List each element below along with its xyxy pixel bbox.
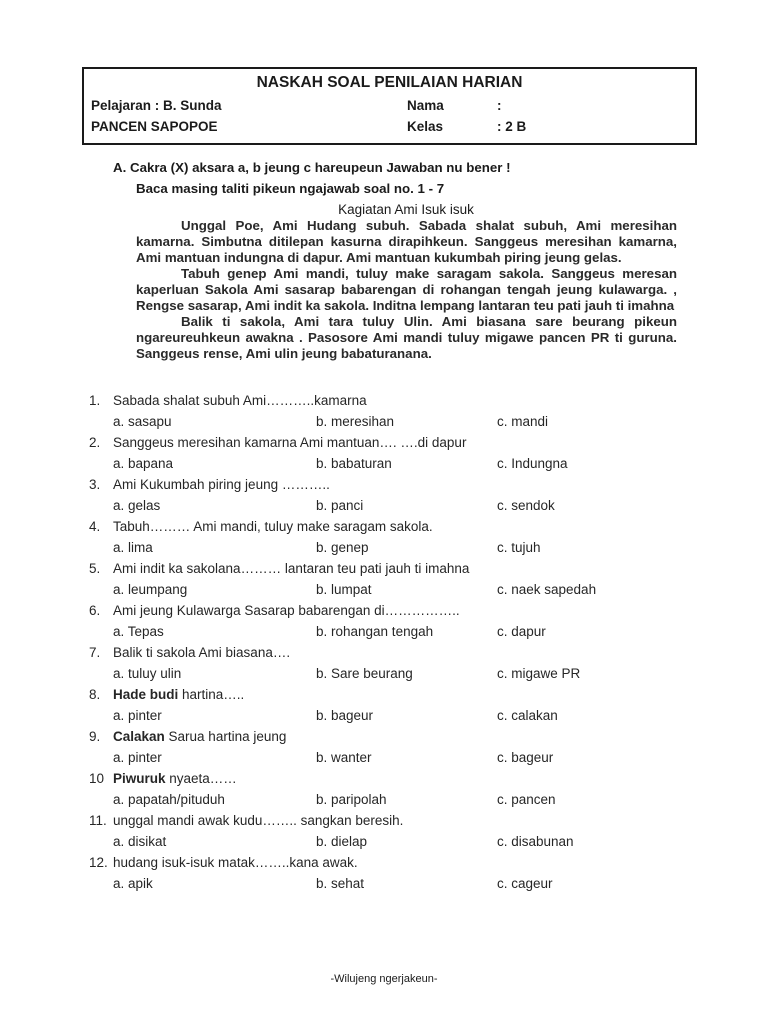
question-text	[113, 729, 286, 744]
option-a[interactable]: a. leumpang	[113, 582, 188, 597]
question-11	[0, 813, 768, 855]
option-c[interactable]: c. dapur	[497, 624, 546, 639]
option-b[interactable]: b. dielap	[316, 834, 368, 849]
option-b[interactable]: b. sehat	[316, 876, 365, 891]
question-stem: Sarua hartina jeung	[164, 729, 287, 744]
question-number: 6.	[89, 603, 101, 618]
question-number: 9.	[89, 729, 101, 744]
option-a[interactable]: a. pinter	[113, 708, 162, 723]
question-number: 8.	[89, 687, 101, 702]
question-stem: Ami Kukumbah piring jeung ………..	[113, 477, 330, 492]
question-text	[113, 519, 433, 534]
reading-title: Kagiatan Ami Isuk isuk	[338, 202, 474, 217]
question-stem: Sabada shalat subuh Ami………..kamarna	[113, 393, 367, 408]
question-9	[0, 729, 768, 771]
question-keyword: Calakan	[113, 729, 165, 744]
header-row-subject	[84, 98, 695, 116]
question-number: 5.	[89, 561, 101, 576]
question-text	[113, 561, 469, 576]
name-value: :	[497, 98, 502, 113]
question-stem: nyaeta……	[165, 771, 237, 786]
option-c[interactable]: c. mandi	[497, 414, 549, 429]
option-b[interactable]: b. panci	[316, 498, 364, 513]
reading-paragraph-2: Tabuh genep Ami mandi, tuluy make saragam sakola. Sanggeus meresan kaperluan Sakola Ami sasarap babarengan di rohangan tengah jeung kulawarga. , Rengse sasarap, Ami indit ka sakola. Inditna lempang lantaran teu pati jauh ti imahna	[136, 266, 677, 313]
option-b[interactable]: b. babaturan	[316, 456, 392, 471]
document-title: NASKAH SOAL PENILAIAN HARIAN	[256, 74, 523, 91]
question-5	[0, 561, 768, 603]
question-stem: Ami indit ka sakolana……… lantaran teu pati jauh ti imahna	[113, 561, 470, 576]
name-label: Nama	[407, 98, 444, 113]
question-number: 1.	[89, 393, 101, 408]
question-7	[0, 645, 768, 687]
option-c[interactable]: c. pancen	[497, 792, 556, 807]
option-a[interactable]: a. Tepas	[113, 624, 164, 639]
option-a[interactable]: a. papatah/pituduh	[113, 792, 225, 807]
question-stem: Tabuh……… Ami mandi, tuluy make saragam sakola.	[113, 519, 433, 534]
class-label: Kelas	[407, 119, 444, 134]
question-keyword: Hade budi	[113, 687, 179, 702]
question-4	[0, 519, 768, 561]
question-3	[0, 477, 768, 519]
option-b[interactable]: b. wanter	[316, 750, 372, 765]
header-box	[82, 67, 697, 145]
question-number: 4.	[89, 519, 101, 534]
question-stem: Balik ti sakola Ami biasana….	[113, 645, 291, 660]
subject-label: Pelajaran : B. Sunda	[91, 98, 222, 113]
question-stem: Sanggeus meresihan kamarna Ami mantuan…. ….di dapur	[113, 435, 467, 450]
question-text	[113, 477, 330, 492]
question-number: 2.	[89, 435, 101, 450]
question-number: 7.	[89, 645, 101, 660]
question-stem: unggal mandi awak kudu…….. sangkan beresih.	[113, 813, 404, 828]
question-number: 11.	[89, 813, 107, 828]
option-a[interactable]: a. tuluy ulin	[113, 666, 182, 681]
reading-paragraph-3: Balik ti sakola, Ami tara tuluy Ulin. Ami biasana sare beurang pikeun ngareureuhkeun awakna . Pasosore Ami mandi tuluy migawe pancen PR ti guruna. Sanggeus rense, Ami ulin jeung babaturanana.	[136, 314, 677, 361]
question-text	[113, 435, 466, 450]
option-a[interactable]: a. lima	[113, 540, 153, 555]
option-b[interactable]: b. meresihan	[316, 414, 395, 429]
option-c[interactable]: c. tujuh	[497, 540, 541, 555]
question-text	[113, 393, 367, 408]
question-8	[0, 687, 768, 729]
option-b[interactable]: b. paripolah	[316, 792, 387, 807]
question-stem: Ami jeung Kulawarga Sasarap babarengan di……………..	[113, 603, 460, 618]
option-b[interactable]: b. bageur	[316, 708, 374, 723]
option-b[interactable]: b. lumpat	[316, 582, 372, 597]
question-text	[113, 687, 244, 702]
header-row-class	[84, 119, 695, 137]
footer-note: -Wilujeng ngerjakeun-	[330, 973, 438, 985]
question-text	[113, 645, 290, 660]
option-a[interactable]: a. apik	[113, 876, 153, 891]
option-a[interactable]: a. pinter	[113, 750, 162, 765]
option-c[interactable]: c. naek sapedah	[497, 582, 597, 597]
option-c[interactable]: c. sendok	[497, 498, 555, 513]
reading-instruction: Baca masing taliti pikeun ngajawab soal no. 1 - 7	[136, 181, 445, 196]
reading-passage	[136, 218, 677, 362]
option-a[interactable]: a. gelas	[113, 498, 161, 513]
option-b[interactable]: b. Sare beurang	[316, 666, 413, 681]
option-b[interactable]: b. rohangan tengah	[316, 624, 434, 639]
option-c[interactable]: c. disabunan	[497, 834, 574, 849]
question-stem: hartina…..	[178, 687, 245, 702]
question-stem: hudang isuk-isuk matak……..kana awak.	[113, 855, 358, 870]
section-a-instruction: A. Cakra (X) aksara a, b jeung c hareupeun Jawaban nu bener !	[113, 160, 511, 175]
reading-paragraph-1: Unggal Poe, Ami Hudang subuh. Sabada shalat subuh, Ami meresihan kamarna. Simbutna ditilepan kasurna dirapihkeun. Sanggeus meresihan kamarna, Ami mantuan indungna di dapur. Ami mantuan kukumbah piring jeung gelas.	[136, 218, 677, 265]
option-c[interactable]: c. bageur	[497, 750, 554, 765]
option-c[interactable]: c. migawe PR	[497, 666, 581, 681]
question-text	[113, 813, 403, 828]
question-number: 10	[89, 771, 105, 786]
question-list	[0, 393, 768, 897]
question-number: 12.	[89, 855, 108, 870]
option-c[interactable]: c. Indungna	[497, 456, 568, 471]
option-a[interactable]: a. bapana	[113, 456, 174, 471]
option-c[interactable]: c. cageur	[497, 876, 553, 891]
question-text	[113, 603, 460, 618]
question-number: 3.	[89, 477, 101, 492]
question-10	[0, 771, 768, 813]
question-text	[113, 855, 358, 870]
question-12	[0, 855, 768, 897]
option-b[interactable]: b. genep	[316, 540, 369, 555]
option-c[interactable]: c. calakan	[497, 708, 558, 723]
option-a[interactable]: a. disikat	[113, 834, 167, 849]
question-1	[0, 393, 768, 435]
school-label: PANCEN SAPOPOE	[91, 119, 218, 134]
question-keyword: Piwuruk	[113, 771, 166, 786]
class-value: : 2 B	[497, 119, 527, 134]
option-a[interactable]: a. sasapu	[113, 414, 172, 429]
question-6	[0, 603, 768, 645]
question-text	[113, 771, 237, 786]
question-2	[0, 435, 768, 477]
